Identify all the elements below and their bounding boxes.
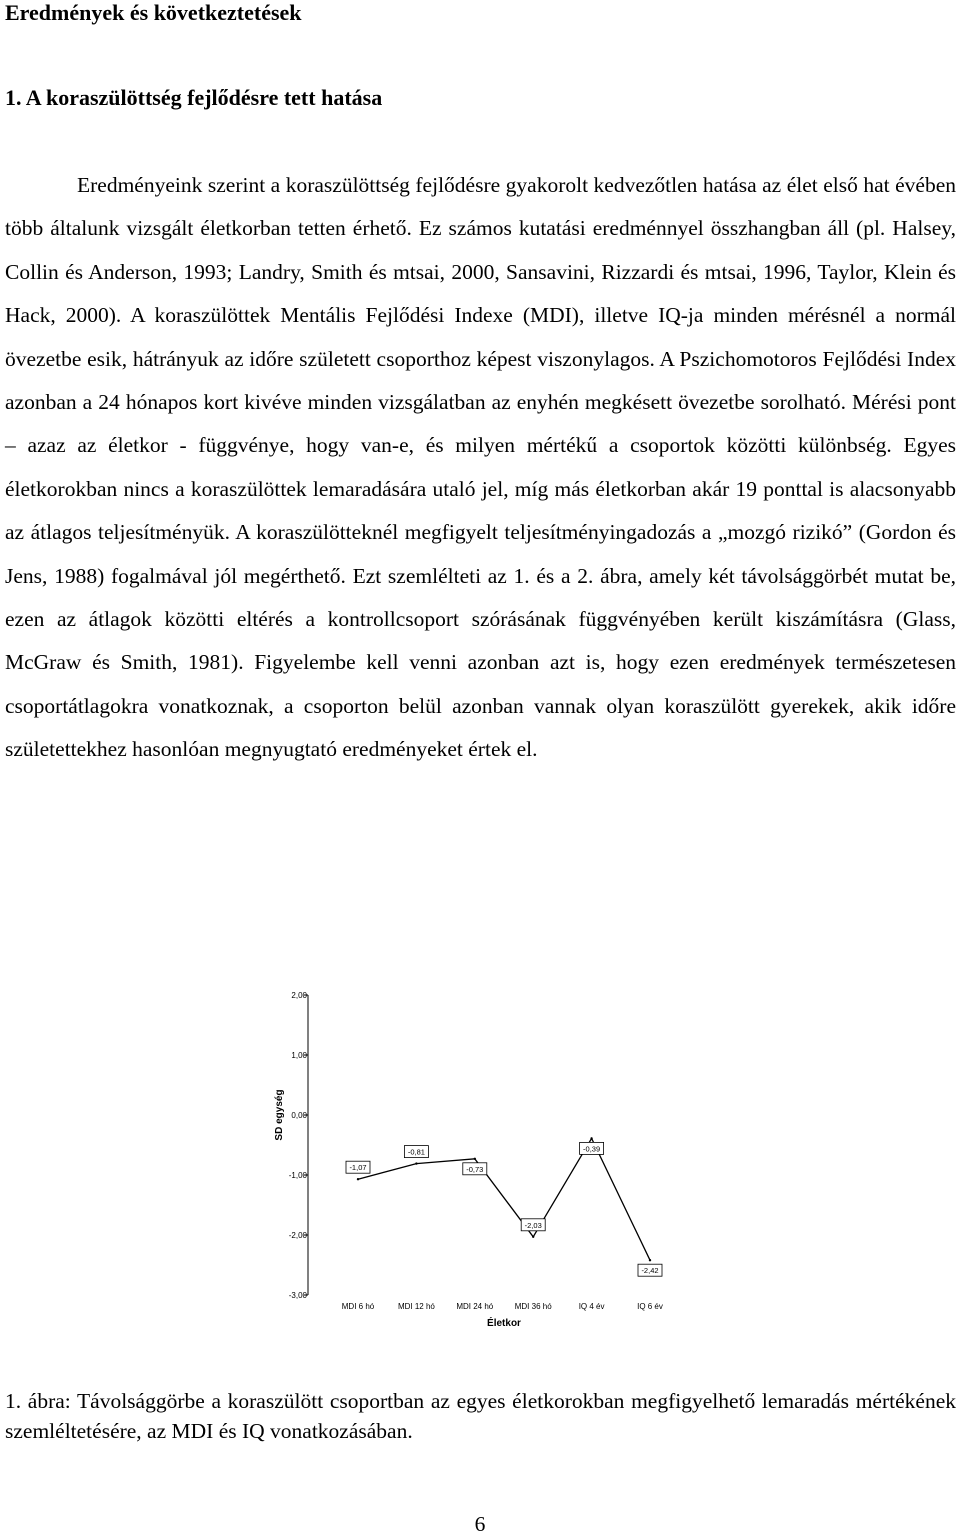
body-paragraph: Eredményeink szerint a koraszülöttség fejlődésre gyakorolt kedvezőtlen hatása az élet első hat évében több általunk vizsgált életkorban tetten érhető. Ez számos kutatási eredménnyel összhangban áll (pl. Halsey, Collin és Anderson, 1993; Landry, Smith és mtsai, 2000, Sansavini, Rizzardi és mtsai, 1996, Taylor, Klein és Hack, 2000). A koraszülöttek Mentális Fejlődési Indexe (MDI), illetve IQ-ja minden mérésnél a normál övezetbe esik, hátrányuk az időre született csoporthoz képest viszonylagos. A Pszichomotoros Fejlődési Index azonban a 24 hónapos kort kivéve minden vizsgálatban az enyhén megkésett övezetbe sorolható. Mérési pont – azaz az életkor - függvénye, hogy van-e, és milyen mértékű a csoportok közötti különbség. Egyes életkorokban nincs a koraszülöttek lemaradására utaló jel, míg más életkorban akár 19 ponttal is alacsonyabb az átlagos teljesítményük. A koraszülötteknél megfigyelt teljesítményingadozás a „mozgó rizikó” (Gordon és Jens, 1988) fogalmával jól megérthető. Ezt szemlélteti az 1. és a 2. ábra, amely két távolsággörbét mutat be, ezen az átlagok közötti eltérés a kontrollcsoport szórásának függvényében került kiszámításra (Glass, McGraw és Smith, 1981). Figyelembe kell venni azonban azt is, hogy ezen eredmények természetesen csoportátlagokra vonatkoznak, a csoporton belül azonban vannak olyan koraszülött gyerekek, akik időre születettekhez hasonlóan megnyugtató eredményeket értek el. bbox=[5, 173, 956, 762]
y-tick-label: -3,00 bbox=[288, 1291, 307, 1300]
x-tick-label: MDI 24 hó bbox=[456, 1302, 494, 1311]
x-tick-label: MDI 6 hó bbox=[341, 1302, 375, 1311]
data-point bbox=[590, 1137, 592, 1139]
y-tick-label: 2,00 bbox=[291, 991, 307, 1000]
figure-caption: 1. ábra: Távolsággörbe a koraszülött csoportban az egyes életkorokban megfigyelhető lemaradás mértékének szemléltetésére, az MDI és IQ vonatkozásában. bbox=[5, 1389, 956, 1443]
data-point bbox=[474, 1158, 476, 1160]
y-tick-label: 1,00 bbox=[291, 1051, 307, 1060]
data-label: -2,42 bbox=[641, 1266, 659, 1276]
data-point bbox=[532, 1236, 534, 1238]
x-tick-label: MDI 36 hó bbox=[514, 1302, 552, 1311]
y-tick-label: 0,00 bbox=[291, 1111, 307, 1120]
section-heading: Eredmények és következtetések bbox=[5, 0, 302, 25]
y-tick-label: -2,00 bbox=[288, 1231, 307, 1240]
x-tick-label: IQ 4 év bbox=[578, 1302, 605, 1311]
data-label: -2,03 bbox=[524, 1220, 542, 1230]
series-line bbox=[358, 1138, 650, 1260]
distance-curve-chart bbox=[260, 970, 700, 1350]
y-tick-label: -1,00 bbox=[288, 1171, 307, 1180]
data-label: -0,39 bbox=[583, 1144, 601, 1154]
page-number: 6 bbox=[474, 1512, 486, 1536]
data-point bbox=[415, 1162, 417, 1164]
subsection-heading: 1. A koraszülöttség fejlődésre tett hatása bbox=[5, 85, 383, 110]
data-point bbox=[357, 1178, 359, 1180]
data-point bbox=[649, 1259, 651, 1261]
data-label: -0,81 bbox=[407, 1147, 425, 1157]
x-tick-label: IQ 6 év bbox=[637, 1302, 663, 1311]
x-axis-title: Életkor bbox=[487, 1318, 521, 1329]
data-label: -0,73 bbox=[466, 1164, 484, 1174]
data-label: -1,07 bbox=[349, 1163, 367, 1173]
x-tick-label: MDI 12 hó bbox=[397, 1302, 435, 1311]
y-axis-title: SD egység bbox=[274, 1089, 285, 1141]
